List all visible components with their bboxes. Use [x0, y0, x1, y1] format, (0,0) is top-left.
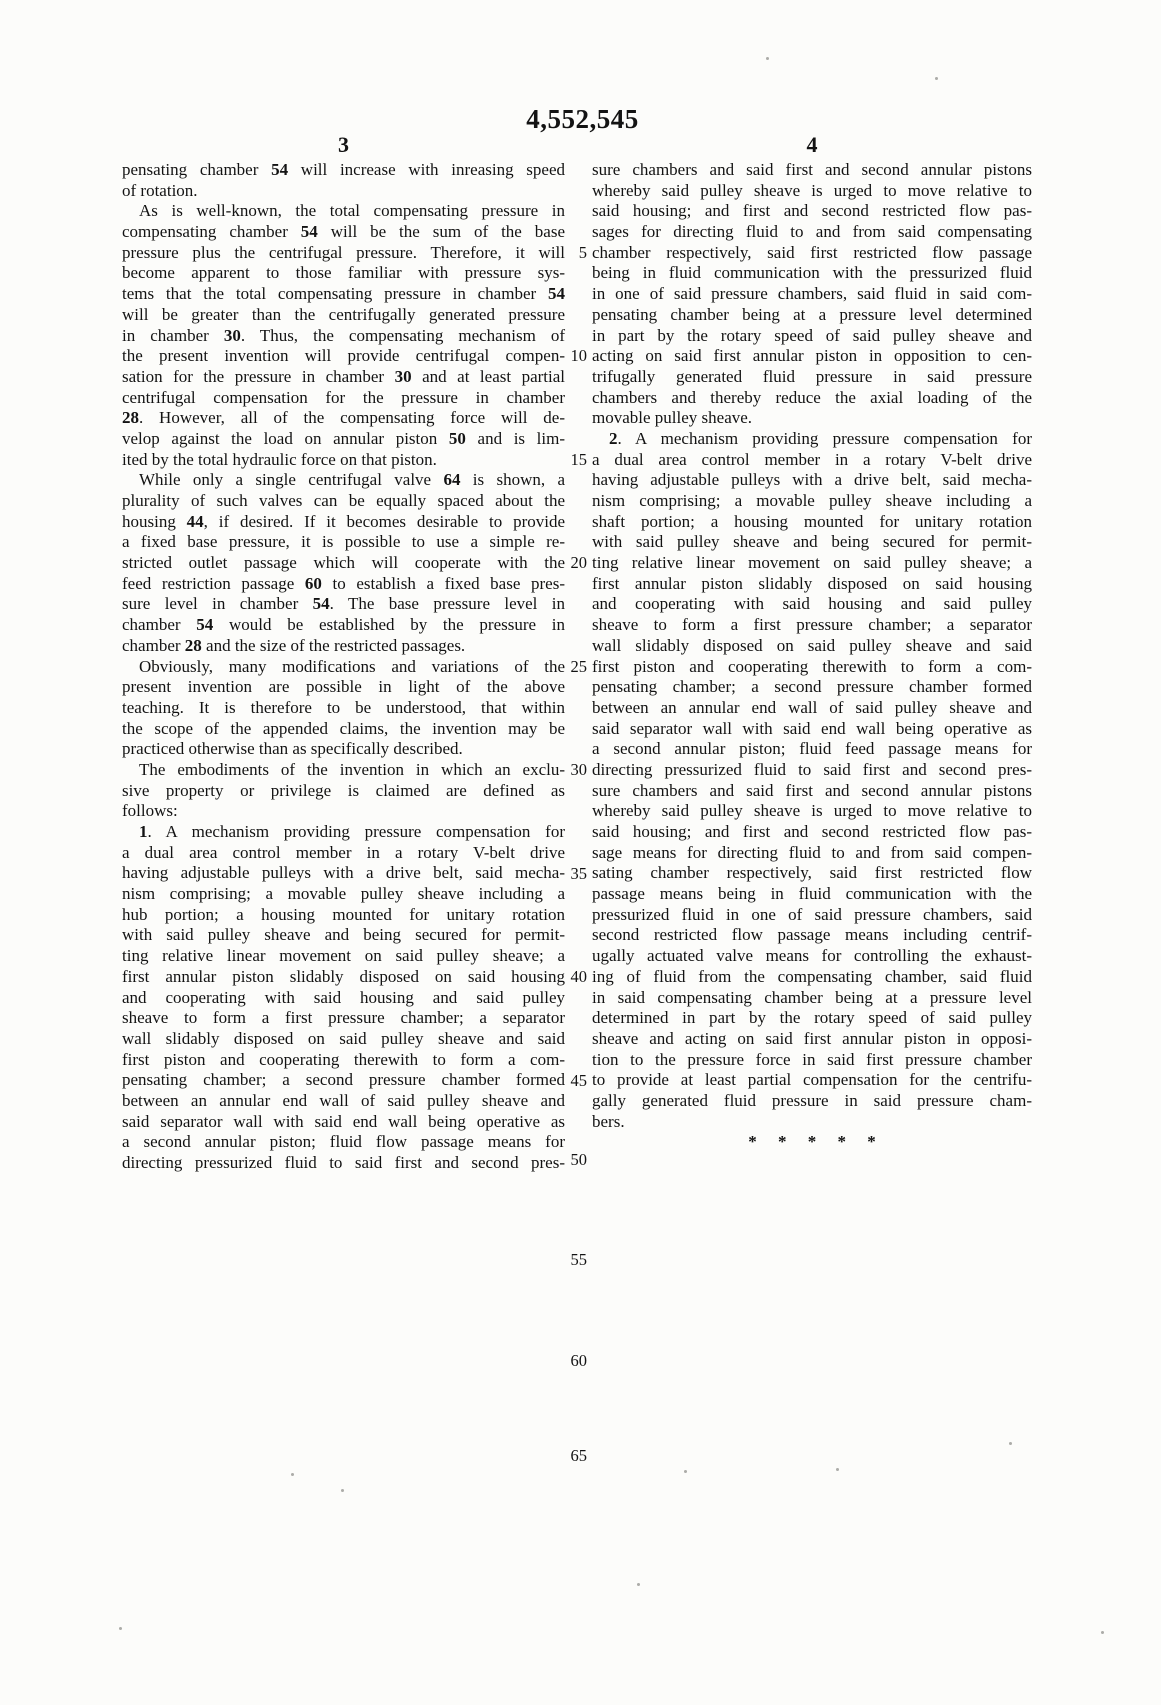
text-line: gally generated fluid pressure in said pressure cham-	[592, 1090, 1032, 1110]
text-line: The embodiments of the invention in which an exclu-	[139, 759, 565, 779]
line-number: 15	[570, 449, 587, 469]
line-number: 40	[570, 967, 587, 987]
text-line: first piston and cooperating therewith to form a com-	[122, 1049, 565, 1069]
line-number: 20	[570, 553, 587, 573]
text-line: first annular piston slidably disposed on said housing	[592, 573, 1032, 593]
scan-speck	[684, 1470, 687, 1473]
text-line: feed restriction passage 60 to establish a fixed base pres-	[122, 573, 565, 593]
text-line: While only a single centrifugal valve 64 is shown, a	[139, 470, 566, 490]
scan-speck	[637, 1583, 640, 1586]
text-line: sure level in chamber 54. The base pressure level in	[122, 594, 566, 614]
text-line: ugally actuated valve means for controlling the exhaust-	[592, 946, 1032, 966]
scan-speck	[119, 1627, 122, 1630]
text-line: determined in part by the rotary speed of said pulley	[592, 1008, 1032, 1028]
text-line: 1. A mechanism providing pressure compensation for	[139, 822, 565, 841]
text-line: between an annular end wall of said pulley sheave and	[122, 1090, 565, 1110]
text-line: sheave and acting on said first annular piston in opposi-	[592, 1028, 1032, 1048]
text-line: sheave to form a first pressure chamber; a separator	[592, 615, 1032, 635]
text-line: hub portion; a housing mounted for unitary rotation	[122, 904, 565, 924]
text-line: chamber 54 would be established by the pressure in	[122, 615, 565, 635]
text-line: shaft portion; a housing mounted for unitary rotation	[592, 511, 1032, 531]
text-line: in chamber 30. Thus, the compensating mechanism of	[122, 325, 565, 345]
column-number-4: 4	[806, 132, 818, 157]
text-line: a second annular piston; fluid feed passage means for	[592, 739, 1032, 759]
text-line: said housing; and first and second restricted flow pas-	[592, 201, 1032, 221]
text-line: bers.	[592, 1111, 625, 1131]
text-line: trifugally generated fluid pressure in said pressure	[592, 366, 1032, 386]
text-line: whereby said pulley sheave is urged to move relative to	[592, 180, 1032, 200]
line-number: 60	[570, 1351, 587, 1370]
text-line: As is well-known, the total compensating pressure in	[139, 201, 565, 221]
text-line: the scope of the appended claims, the invention may be	[122, 718, 565, 738]
text-line: 28. However, all of the compensating force will de-	[122, 408, 565, 428]
text-line: sheave to form a first pressure chamber; a separator	[122, 1008, 565, 1028]
text-line: to provide at least partial compensation for the centrifu-	[592, 1070, 1032, 1090]
text-line: nism comprising; a movable pulley sheave including a	[592, 491, 1032, 510]
text-line: with said pulley sheave and being secured for permit-	[592, 532, 1032, 552]
text-line: ited by the total hydraulic force on that piston.	[122, 449, 437, 469]
text-line: sive property or privilege is claimed are defined as	[122, 780, 565, 800]
text-line: pensating chamber; a second pressure chamber formed	[592, 677, 1032, 697]
text-line: wall slidably disposed on said pulley sheave and said	[592, 635, 1032, 655]
line-number: 30	[570, 760, 587, 780]
scan-speck	[341, 1489, 344, 1492]
text-line: sation for the pressure in chamber 30 and at least partial	[122, 366, 566, 386]
text-line: 2. A mechanism providing pressure compensation for	[609, 428, 1032, 448]
text-line: nism comprising; a movable pulley sheave including a	[122, 884, 565, 904]
text-line: pressurized fluid in one of said pressure chambers, said	[592, 904, 1032, 924]
text-line: compensating chamber 54 will be the sum of the base	[122, 222, 565, 242]
line-number: 50	[570, 1150, 587, 1169]
text-line: ting relative linear movement on said pulley sheave; a	[122, 946, 565, 966]
text-line: first piston and cooperating therewith to form a com-	[592, 656, 1032, 676]
text-line: first annular piston slidably disposed on said housing	[122, 966, 565, 986]
line-number: 55	[570, 1250, 587, 1269]
text-line: a fixed base pressure, it is possible to use a simple re-	[122, 532, 565, 552]
text-line: follows:	[122, 801, 178, 821]
text-line: passage means being in fluid communication with the	[592, 884, 1032, 904]
text-line: being in fluid communication with the pressurized fluid	[592, 263, 1032, 283]
text-line: directing pressurized fluid to said first and second pres-	[592, 759, 1032, 779]
text-line: a dual area control member in a rotary V-belt drive	[592, 449, 1032, 469]
scan-speck	[1009, 1442, 1012, 1445]
line-number: 10	[570, 346, 587, 366]
scan-speck	[1101, 1631, 1104, 1634]
text-line: said separator wall with said end wall being operative as	[592, 718, 1032, 738]
text-line: housing 44, if desired. If it becomes desirable to provide	[122, 511, 566, 531]
text-line: sating chamber respectively, said first restricted flow	[592, 863, 1032, 883]
text-line: second restricted flow passage means including centrif-	[592, 925, 1032, 945]
text-line: will be greater than the centrifugally generated pressure	[122, 304, 565, 324]
line-number: 5	[578, 242, 587, 262]
text-line: movable pulley sheave.	[592, 408, 753, 428]
scan-speck	[935, 77, 938, 80]
text-line: the present invention will provide centrifugal compen-	[122, 346, 565, 366]
text-line: plurality of such valves can be equally spaced about the	[122, 491, 565, 510]
text-line: velop against the load on annular piston 50 and is lim-	[122, 428, 566, 448]
line-number: 45	[570, 1070, 587, 1090]
text-line: said separator wall with said end wall being operative as	[122, 1111, 565, 1131]
text-line: pensating chamber 54 will increase with inreasing speed	[122, 160, 565, 179]
text-line: sure chambers and said first and second annular pistons	[592, 160, 1032, 179]
text-line: in part by the rotary speed of said pulley sheave and	[592, 325, 1032, 345]
text-line: having adjustable pulleys with a drive belt, said mecha-	[122, 863, 565, 883]
text-line: practiced otherwise than as specifically described.	[122, 739, 463, 759]
text-line: of rotation.	[122, 180, 198, 200]
text-line: centrifugal compensation for the pressure in chamber	[122, 387, 565, 407]
text-line: sure chambers and said first and second annular pistons	[592, 780, 1032, 800]
text-line: ing of fluid from the compensating chamber, said fluid	[592, 966, 1032, 986]
text-line: chamber respectively, said first restricted flow passage	[592, 242, 1032, 262]
line-number: 35	[570, 863, 587, 883]
text-column-4	[592, 160, 1032, 1153]
text-line: pressure plus the centrifugal pressure. Therefore, it will	[122, 242, 565, 262]
text-line: a dual area control member in a rotary V-belt drive	[122, 842, 565, 862]
text-line: tems that the total compensating pressure in chamber 54	[122, 284, 565, 304]
scan-speck	[766, 57, 769, 60]
scan-speck	[836, 1468, 839, 1471]
text-line: with said pulley sheave and being secured for permit-	[122, 925, 565, 945]
text-line: pensating chamber being at a pressure level determined	[592, 304, 1032, 324]
text-line: having adjustable pulleys with a drive belt, said mecha-	[592, 470, 1032, 490]
text-line: ting relative linear movement on said pulley sheave; a	[592, 553, 1032, 573]
column-number-3: 3	[338, 132, 349, 157]
text-line: in said compensating chamber being at a pressure level	[592, 987, 1032, 1007]
text-line: acting on said first annular piston in opposition to cen-	[592, 346, 1032, 366]
text-line: chambers and thereby reduce the axial loading of the	[592, 387, 1032, 407]
scan-speck	[291, 1473, 294, 1476]
text-line: become apparent to those familiar with pressure sys-	[122, 263, 565, 283]
text-line: in one of said pressure chambers, said fluid in said com-	[592, 284, 1032, 304]
text-line: said housing; and first and second restricted flow pas-	[592, 822, 1032, 841]
line-number: 25	[570, 656, 587, 676]
text-line: tion to the pressure force in said first pressure chamber	[592, 1049, 1032, 1069]
text-line: pensating chamber; a second pressure chamber formed	[122, 1070, 565, 1090]
text-line: and cooperating with said housing and said pulley	[592, 594, 1032, 614]
text-line: a second annular piston; fluid flow passage means for	[122, 1132, 565, 1152]
text-line: sage means for directing fluid to and from said compen-	[592, 842, 1032, 862]
text-line: Obviously, many modifications and variations of the	[139, 656, 565, 676]
text-line: and cooperating with said housing and said pulley	[122, 987, 565, 1007]
patent-number: 4,552,545	[526, 104, 639, 134]
text-line: whereby said pulley sheave is urged to move relative to	[592, 801, 1032, 821]
text-line: wall slidably disposed on said pulley sheave and said	[122, 1028, 565, 1048]
line-number: 65	[570, 1446, 587, 1465]
text-line: chamber 28 and the size of the restricted passages.	[122, 635, 466, 655]
text-line: sages for directing fluid to and from said compensating	[592, 222, 1032, 242]
text-line: directing pressurized fluid to said first and second pres-	[122, 1153, 565, 1172]
text-line: stricted outlet passage which will cooperate with the	[122, 553, 565, 573]
text-column-3	[122, 160, 565, 1174]
text-line: between an annular end wall of said pulley sheave and	[592, 697, 1032, 717]
asterisk-separator: * * * * *	[748, 1132, 876, 1152]
text-line: present invention are possible in light of the above	[122, 677, 565, 697]
text-line: teaching. It is therefore to be understood, that within	[122, 697, 565, 717]
